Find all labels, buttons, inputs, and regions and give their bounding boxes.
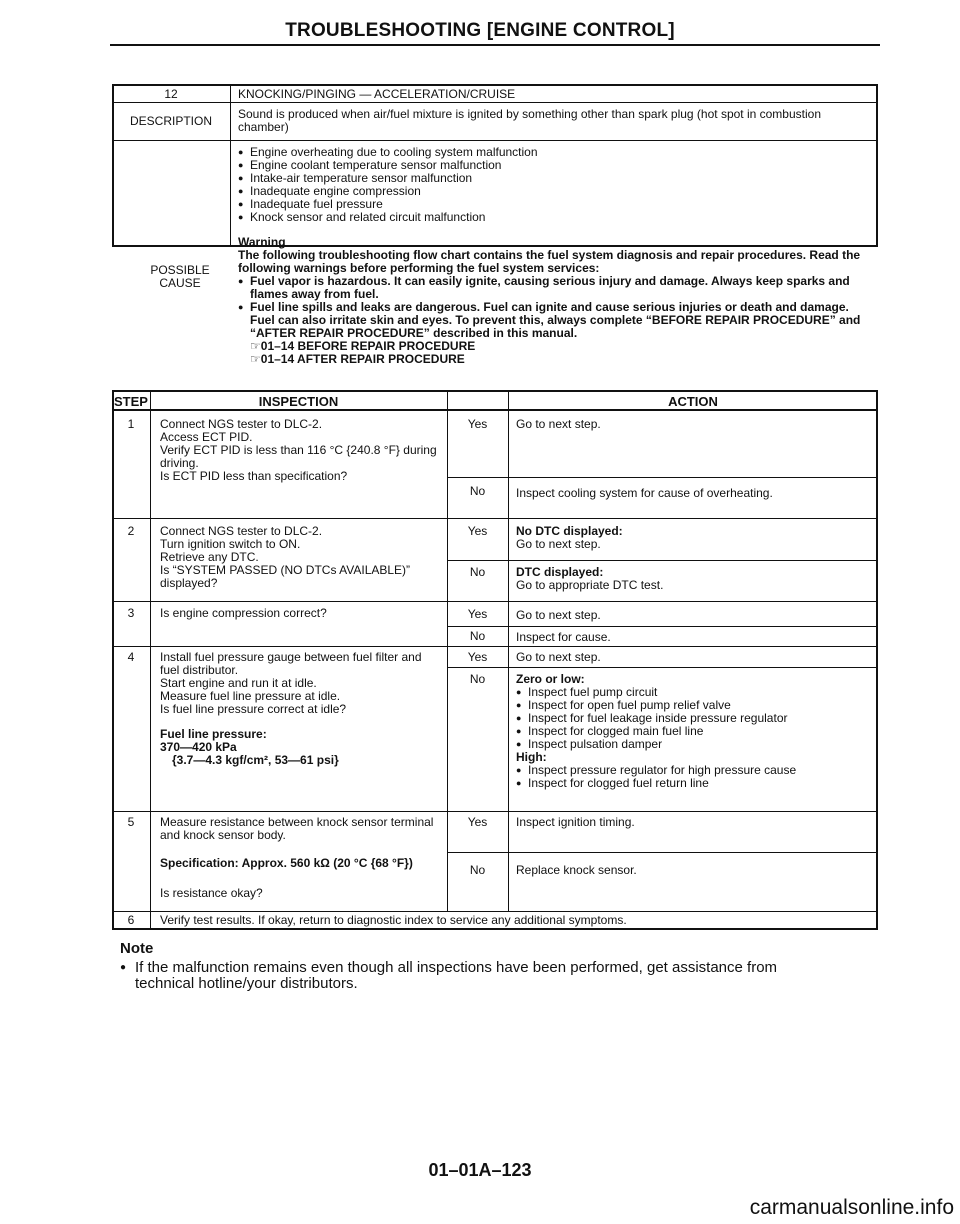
- header-divider: [112, 409, 878, 411]
- inspection-line: Turn ignition switch to ON.: [160, 537, 301, 551]
- note-text: ● If the malfunction remains even though all inspections have been performed, get assistance from technical hotline/your distributors.: [135, 960, 835, 992]
- possible-cause-label: POSSIBLE CAUSE: [150, 263, 210, 290]
- no-label: No: [469, 484, 486, 498]
- inspection-line: Connect NGS tester to DLC-2.: [160, 524, 323, 538]
- step-number: 6: [127, 913, 135, 927]
- page-title: TROUBLESHOOTING [ENGINE CONTROL]: [285, 20, 675, 41]
- no-action: [516, 566, 871, 592]
- possible-cause-content: [238, 146, 868, 366]
- no-high-list: [516, 764, 871, 790]
- step4-yesno-divider: [447, 667, 878, 668]
- step-inspection: [160, 525, 442, 590]
- step-inspection: Verify test results. If okay, return to diagnostic index to service any additional symptoms.: [160, 913, 627, 927]
- no-action-title: DTC displayed:: [516, 565, 604, 579]
- inspection-line: Install fuel pressure gauge between fuel filter and fuel distributor.: [160, 650, 422, 677]
- cause-item: ● Inadequate engine compression: [238, 185, 868, 198]
- no-action: [516, 673, 871, 790]
- inspection-line: Retrieve any DTC.: [160, 550, 259, 564]
- symptom-number: 12: [164, 87, 178, 101]
- no-action: Inspect cooling system for cause of overheating.: [516, 486, 773, 500]
- action-item: ● Inspect for open fuel pump relief valve: [516, 699, 871, 712]
- yes-action-title: No DTC displayed:: [516, 524, 623, 538]
- no-label: No: [469, 672, 486, 686]
- step-number: 1: [127, 417, 135, 431]
- yes-label: Yes: [467, 524, 488, 538]
- cause-item: ● Inadequate fuel pressure: [238, 198, 868, 211]
- action-item: ● Inspect fuel pump circuit: [516, 686, 871, 699]
- step-number: 4: [127, 650, 135, 664]
- no-action-text: Go to appropriate DTC test.: [516, 578, 664, 592]
- warning-list: [238, 275, 868, 340]
- cause-item: ● Engine overheating due to cooling system malfunction: [238, 146, 868, 159]
- description-text: Sound is produced when air/fuel mixture is ignited by something other than spark plug (hot spot in combustion chamber): [238, 107, 821, 134]
- step-inspection: [160, 418, 442, 483]
- inspection-line: Access ECT PID.: [160, 430, 253, 444]
- step-number: 3: [127, 606, 135, 620]
- inspection-line: Is “SYSTEM PASSED (NO DTCs AVAILABLE)” displayed?: [160, 563, 411, 590]
- step-number: 2: [127, 524, 135, 538]
- action-item: ● Inspect pressure regulator for high pressure cause: [516, 764, 871, 777]
- inspection-line: Measure fuel line pressure at idle.: [160, 689, 341, 703]
- step3-divider: [112, 646, 878, 647]
- no-action: Replace knock sensor.: [516, 863, 637, 877]
- header-inspection: INSPECTION: [258, 394, 339, 409]
- title-rule: [110, 44, 880, 46]
- header-action: ACTION: [668, 394, 718, 409]
- cause-item: ● Knock sensor and related circuit malfunction: [238, 211, 868, 224]
- yes-label: Yes: [467, 417, 488, 431]
- action-item: ● Inspect pulsation damper: [516, 738, 871, 751]
- yes-action-text: Go to next step.: [516, 537, 601, 551]
- note-title: Note: [120, 940, 154, 957]
- inspection-line: Is fuel line pressure correct at idle?: [160, 702, 347, 716]
- warning-item: ● Fuel line spills and leaks are dangerous. Fuel can ignite and cause serious injuries or death and damage. Fuel can also irritate skin and eyes. To prevent this, always complete “BEFORE REPAIR PROCEDURE” and “AFTER REPAIR PROCEDURE” described in this manual.: [238, 301, 868, 340]
- inspection-line: Is ECT PID less than specification?: [160, 469, 348, 483]
- step4-divider: [112, 811, 878, 812]
- yes-action: Go to next step.: [516, 608, 601, 622]
- no-low-title: Zero or low:: [516, 672, 585, 686]
- step1-yesno-divider: [447, 477, 878, 478]
- page-number: 01–01A–123: [428, 1160, 532, 1180]
- step5-yesno-divider: [447, 852, 878, 853]
- reference-after-repair: ☞ 01–14 AFTER REPAIR PROCEDURE: [238, 353, 868, 366]
- no-label: No: [469, 629, 486, 643]
- step-inspection: Is engine compression correct?: [160, 606, 327, 620]
- warning-intro: The following troubleshooting flow chart contains the fuel system diagnosis and repair procedures. Read the following warnings before performing the fuel system services:: [238, 248, 861, 275]
- symptom-title: KNOCKING/PINGING — ACCELERATION/CRUISE: [238, 87, 516, 101]
- yes-action: [516, 525, 871, 551]
- step-question: Is resistance okay?: [160, 886, 263, 900]
- step5-divider: [112, 911, 878, 912]
- cause-item: ● Engine coolant temperature sensor malfunction: [238, 159, 868, 172]
- no-action: Inspect for cause.: [516, 630, 611, 644]
- warning-item: ● Fuel vapor is hazardous. It can easily ignite, causing serious injury and damage. Always keep sparks and flames away from fuel.: [238, 275, 868, 301]
- header-step: STEP: [114, 394, 148, 409]
- step-spec: Specification: Approx. 560 kΩ (20 °C {68 °F}): [160, 856, 413, 870]
- action-item: ● Inspect for clogged main fuel line: [516, 725, 871, 738]
- description-label: DESCRIPTION: [129, 114, 212, 128]
- yes-label: Yes: [467, 607, 488, 621]
- step-inspection: [160, 651, 442, 767]
- yes-label: Yes: [467, 815, 488, 829]
- spec-title: Fuel line pressure:: [160, 727, 267, 741]
- inspection-line: Verify ECT PID is less than 116 °C {240.8 °F} during driving.: [160, 443, 437, 470]
- no-label: No: [469, 863, 486, 877]
- step-number: 5: [127, 815, 135, 829]
- inspection-line: Connect NGS tester to DLC-2.: [160, 417, 323, 431]
- step3-yesno-divider: [447, 626, 878, 627]
- warning-title: Warning: [238, 235, 286, 249]
- reference-before-repair: ☞ 01–14 BEFORE REPAIR PROCEDURE: [238, 340, 868, 353]
- no-label: No: [469, 565, 486, 579]
- spec-value: 370—420 kPa: [160, 740, 237, 754]
- yes-label: Yes: [467, 650, 488, 664]
- watermark: carmanualsonline.info: [749, 1196, 954, 1219]
- step2-yesno-divider: [447, 560, 878, 561]
- no-high-title: High:: [516, 750, 547, 764]
- cause-item: ● Intake-air temperature sensor malfunction: [238, 172, 868, 185]
- cause-list: [238, 146, 868, 224]
- spec-alt: {3.7—4.3 kgf/cm², 53—61 psi}: [172, 753, 339, 767]
- action-item: ● Inspect for clogged fuel return line: [516, 777, 871, 790]
- no-low-list: [516, 686, 871, 751]
- yes-action: Inspect ignition timing.: [516, 815, 635, 829]
- step-inspection: Measure resistance between knock sensor terminal and knock sensor body.: [160, 815, 434, 842]
- step-column-divider: [150, 390, 151, 930]
- action-item: ● Inspect for fuel leakage inside pressure regulator: [516, 712, 871, 725]
- step2-divider: [112, 601, 878, 602]
- yes-action: Go to next step.: [516, 650, 601, 664]
- yesno-column-divider: [508, 390, 509, 911]
- inspection-line: Start engine and run it at idle.: [160, 676, 317, 690]
- step1-divider: [112, 518, 878, 519]
- info-divider-1: [112, 102, 878, 103]
- info-divider-vertical: [230, 84, 231, 247]
- info-divider-2: [112, 140, 878, 141]
- yes-action: Go to next step.: [516, 417, 601, 431]
